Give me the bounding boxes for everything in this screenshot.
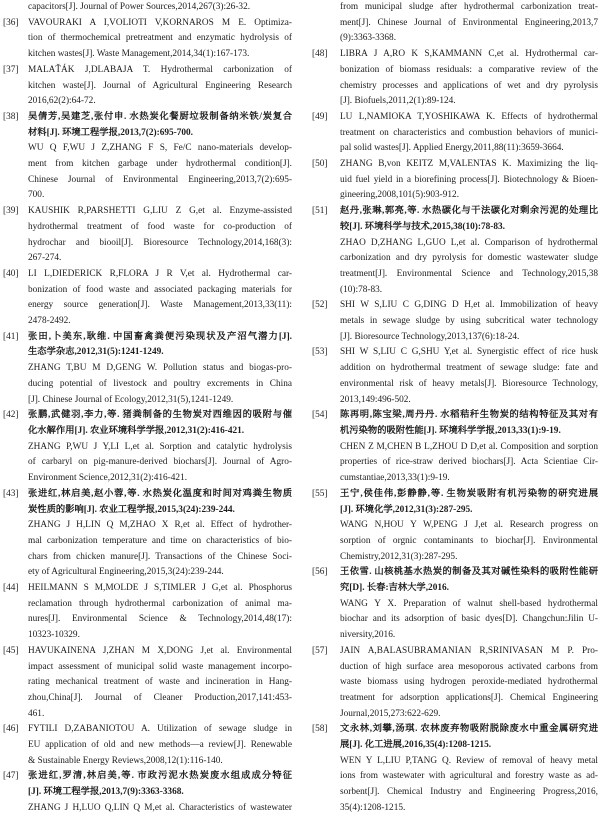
reference-line: treatment[J]. Environmental Science and Technology,2015,38 bbox=[340, 268, 598, 279]
reference-line: bonization of food waste and associated packaging materials for bbox=[28, 284, 292, 295]
reference-line: ZHANG J H,LIN Q M,ZHAO X R,et al. Effect of hydrother- bbox=[28, 520, 292, 531]
reference-line: biochar and its adsorption of basic dyes[D]. Changchun:Jilin U- bbox=[340, 614, 598, 625]
reference-line: & Sustainable Energy Reviews,2008,12(1):116-140. bbox=[28, 755, 223, 766]
reference-paragraph bbox=[28, 63, 292, 110]
reference-line: ZHAO D,ZHANG L,GUO L,et al. Comparison of hydrothermal bbox=[340, 237, 598, 248]
reference-line: energy source generation[J]. Waste Management,2013,33(11): bbox=[28, 300, 292, 311]
reference-line: 王依雪. 山核桃基水热炭的制备及其对碱性染料的吸附性能研 bbox=[340, 567, 598, 578]
reference-line: [J]. Biofuels,2011,2(1):89-124. bbox=[340, 96, 456, 107]
reference-body bbox=[28, 722, 292, 769]
reference-body bbox=[28, 16, 292, 63]
reference-paragraph bbox=[340, 47, 598, 110]
reference-entry bbox=[312, 408, 598, 487]
reference-line: WEN Y L,LIU P,TANG Q. Review of removal of heavy metal bbox=[340, 755, 598, 766]
reference-paragraph bbox=[28, 440, 292, 487]
reference-line: 461. bbox=[28, 708, 45, 719]
reference-line: environmental risk of heavy metals[J]. Bioresource Technology, bbox=[340, 378, 598, 389]
reference-line: Environment Science,2012,31(2):416-421. bbox=[28, 473, 188, 484]
reference-line: 张田,卜美东,耿维. 中国畜禽粪便污染现状及产沼气潜力[J]. bbox=[28, 331, 292, 342]
reference-body bbox=[28, 644, 292, 723]
reference-paragraph bbox=[340, 754, 598, 817]
reference-line: WU Q F,WU J Z,ZHANG F S, Fe/C nano-materials develop- bbox=[28, 143, 292, 154]
reference-entry bbox=[3, 408, 292, 487]
reference-entry bbox=[312, 110, 598, 157]
reference-line: capacitors[J]. Journal of Power Sources,2014,267(3):26-32. bbox=[28, 2, 251, 12]
reference-paragraph bbox=[340, 597, 598, 644]
reference-line: 张鹏,武健羽,李力,等. 猪粪制备的生物炭对西维因的吸附与催 bbox=[28, 410, 292, 421]
reference-entry bbox=[312, 345, 598, 408]
reference-line: 2478-2492. bbox=[28, 316, 71, 327]
reference-line: 35(4):1208-1215. bbox=[340, 802, 406, 813]
reference-number: [58] bbox=[312, 724, 328, 735]
reference-entry bbox=[312, 157, 598, 204]
reference-number: [36] bbox=[3, 17, 19, 28]
reference-paragraph bbox=[28, 487, 292, 518]
reference-line: ZHANG J H,LUO Q,LIN Q M,et al. Characteristics of wastewater bbox=[28, 802, 292, 813]
reference-paragraph bbox=[340, 487, 598, 518]
reference-number: [51] bbox=[312, 206, 328, 217]
reference-line: ZHANG B,von KEITZ M,VALENTAS K. Maximizing the liq- bbox=[340, 159, 598, 170]
reference-paragraph bbox=[28, 0, 292, 16]
reference-body bbox=[340, 644, 598, 723]
reference-number: [42] bbox=[3, 410, 19, 421]
reference-paragraph bbox=[340, 565, 598, 596]
reference-line: 2016,62(2):64-72. bbox=[28, 96, 96, 107]
reference-paragraph bbox=[28, 141, 292, 204]
reference-line: sorption of orgnic contaminants to biochar[J]. Environmental bbox=[340, 535, 598, 546]
reference-line: FYTILI D,ZABANIOTOU A. Utilization of sewage sludge in bbox=[28, 724, 292, 735]
reference-line: carbonization and dry pyrolysis for domestic wastewater sludge bbox=[340, 253, 598, 264]
reference-line: treatment on characteristics and combustion behaviors of munici- bbox=[340, 127, 598, 138]
reference-number: [54] bbox=[312, 410, 328, 421]
reference-line: WANG N,HOU Y W,PENG J J,et al. Research progress on bbox=[340, 520, 598, 531]
reference-entry bbox=[3, 16, 292, 63]
reference-line: CHEN Z M,CHEN B L,ZHOU D D,et al. Composition and sorption bbox=[340, 441, 598, 452]
reference-line: waste biomass using hydrogen peroxide-mediated hydrothermal bbox=[340, 677, 598, 688]
reference-entry bbox=[312, 47, 598, 110]
reference-line: 文永林,刘攀,汤琪. 农林废弃物吸附脱除废水中重金属研究进 bbox=[340, 724, 598, 735]
reference-paragraph bbox=[28, 408, 292, 439]
reference-line: sorbent[J]. Chemical Industry and Engineering Progress,2016, bbox=[340, 787, 598, 798]
reference-entry bbox=[3, 110, 292, 204]
reference-line: bonization of biomass residuals: a comparative review of the bbox=[340, 64, 598, 75]
reference-entry bbox=[312, 722, 598, 816]
reference-number: [50] bbox=[312, 159, 328, 170]
reference-line: duction of high surface area mesoporous activated carbons from bbox=[340, 661, 598, 672]
reference-line: 机污染物的吸附性能[J]. 环境科学学报,2013,33(1):9-19. bbox=[340, 425, 561, 436]
reference-line: ment[J]. Chinese Journal of Environmental Engineering,2013,7 bbox=[340, 17, 598, 28]
reference-paragraph bbox=[28, 769, 292, 800]
reference-line: 展[J]. 化工进展,2016,35(4):1208-1215. bbox=[340, 740, 492, 751]
reference-line: SHI W S,LIU C G,SHU Y,et al. Synergistic effect of rice husk bbox=[340, 347, 598, 358]
reference-line: uid fuel yield in a biorefining process[J]. Biotechnology & Bioen- bbox=[340, 174, 598, 185]
reference-line: [J]. 环境工程学报,2013,7(9):3363-3368. bbox=[28, 787, 184, 798]
reference-body bbox=[340, 565, 598, 644]
reference-entry bbox=[3, 644, 292, 723]
reference-body bbox=[28, 204, 292, 267]
reference-entry bbox=[3, 487, 292, 581]
reference-entry bbox=[312, 298, 598, 345]
reference-body bbox=[340, 204, 598, 298]
reference-number: [52] bbox=[312, 300, 328, 311]
reference-body bbox=[340, 0, 598, 47]
reference-entry bbox=[3, 722, 292, 769]
reference-line: [J]. 环境化学,2012,31(3):287-295. bbox=[340, 504, 473, 515]
reference-line: rating mechanical treatment of waste and incineration in Hang- bbox=[28, 677, 292, 688]
reference-body bbox=[340, 47, 598, 110]
reference-paragraph bbox=[340, 644, 598, 723]
reference-body bbox=[340, 345, 598, 408]
reference-line: HAVUKAINENA J,ZHAN M X,DONG J,et al. Environmental bbox=[28, 645, 292, 656]
reference-line: cumstantiae,2013,33(1):9-19. bbox=[340, 473, 450, 484]
reference-paragraph bbox=[28, 801, 292, 817]
reference-line: pal solid wastes[J]. Applied Energy,2011,88(11):3659-3664. bbox=[340, 143, 564, 154]
reference-line: ions from wastewater with agricultural and forestry waste as ad- bbox=[340, 771, 598, 782]
reference-line: 2013,149:496-502. bbox=[340, 394, 411, 405]
reference-paragraph bbox=[340, 157, 598, 204]
reference-line: ment from kitchen garbage under hydrothermal condition[J]. bbox=[28, 159, 292, 170]
reference-line: 生态学杂志,2012,31(5):1241-1249. bbox=[28, 347, 164, 358]
reference-line: treatment for adsorption applications[J]. Chemical Engineering bbox=[340, 692, 598, 703]
reference-body bbox=[340, 157, 598, 204]
reference-number: [37] bbox=[3, 64, 19, 75]
reference-line: LU L,NAMIOKA T,YOSHIKAWA K. Effects of hydrothermal bbox=[340, 111, 598, 122]
reference-line: chars from chicken manure[J]. Transactions of the Chinese Soci- bbox=[28, 551, 292, 562]
reference-line: ety of Agricultural Engineering,2015,3(24):239-244. bbox=[28, 567, 224, 578]
reference-number: [38] bbox=[3, 111, 19, 122]
reference-line: 较[J]. 环境科学与技术,2015,38(10):78-83. bbox=[340, 221, 506, 232]
reference-number: [55] bbox=[312, 488, 328, 499]
reference-paragraph bbox=[340, 440, 598, 487]
reference-paragraph bbox=[28, 361, 292, 408]
reference-line: ZHANG T,BU M D,GENG W. Pollution status and biogas-pro- bbox=[28, 363, 292, 374]
reference-line: SHI W S,LIU C G,DING D H,et al. Immobilization of heavy bbox=[340, 300, 598, 311]
reference-entry bbox=[3, 204, 292, 267]
reference-number: [53] bbox=[312, 347, 328, 358]
reference-paragraph bbox=[340, 236, 598, 299]
reference-paragraph bbox=[340, 110, 598, 157]
reference-line: 10323-10329. bbox=[28, 630, 80, 641]
reference-line: mal carbonization temperature and time on characteristics of bio- bbox=[28, 535, 292, 546]
reference-line: 赵丹,张琳,郭亮,等. 水热碳化与干法碳化对剩余污泥的处理比 bbox=[340, 206, 598, 217]
reference-line: 张进红,林启美,赵小蓉,等. 水热炭化温度和时间对鸡粪生物质 bbox=[28, 488, 292, 499]
reference-paragraph bbox=[340, 518, 598, 565]
reference-number: [43] bbox=[3, 488, 19, 499]
reference-entry bbox=[312, 487, 598, 566]
reference-line: 材料[J]. 环境工程学报,2013,7(2):695-700. bbox=[28, 127, 194, 138]
reference-line: Chinese Journal of Environmental Engineering,2013,7(2):695- bbox=[28, 174, 292, 185]
reference-paragraph bbox=[340, 204, 598, 235]
reference-line: WANG Y X. Preparation of walnut shell-based hydrothermal bbox=[340, 598, 598, 609]
reference-entry bbox=[312, 204, 598, 298]
reference-entry bbox=[3, 330, 292, 409]
reference-line: JAIN A,BALASUBRAMANIAN R,SRINIVASAN M P. Pro- bbox=[340, 645, 598, 656]
reference-body bbox=[28, 408, 292, 487]
reference-number: [47] bbox=[3, 771, 19, 782]
reference-body bbox=[340, 487, 598, 566]
reference-number: [49] bbox=[312, 111, 328, 122]
reference-line: 陈再明,陈宝梁,周丹丹. 水稻秸秆生物炭的结构特征及其对有 bbox=[340, 410, 598, 421]
reference-body bbox=[340, 298, 598, 345]
reference-line: HEILMANN S M,MOLDE J S,TIMLER J G,et al. Phosphorus bbox=[28, 583, 292, 594]
reference-line: Journal,2015,273:622-629. bbox=[340, 708, 441, 719]
reference-body bbox=[340, 110, 598, 157]
reference-entry bbox=[3, 0, 292, 16]
reference-line: reclamation through hydrothermal carbonization of animal ma- bbox=[28, 598, 292, 609]
reference-entry bbox=[3, 581, 292, 644]
reference-body bbox=[28, 0, 292, 16]
reference-body bbox=[28, 487, 292, 581]
reference-line: 700. bbox=[28, 190, 45, 201]
reference-number: [44] bbox=[3, 583, 19, 594]
reference-body bbox=[28, 110, 292, 204]
reference-line: addition on hydrothermal treatment of sewage sludge: fate and bbox=[340, 363, 598, 374]
reference-line: nures[J]. Environmental Science & Technology,2014,48(17): bbox=[28, 614, 292, 625]
reference-line: ZHANG P,WU J Y,LI L,et al. Sorption and catalytic hydrolysis bbox=[28, 441, 292, 452]
reference-line: metals in sewage sludge by using subcritical water technology bbox=[340, 316, 598, 327]
reference-column-left bbox=[3, 0, 292, 817]
reference-line: [J]. Bioresource Technology,2013,137(6):18-24. bbox=[340, 331, 520, 342]
reference-number: [57] bbox=[312, 645, 328, 656]
reference-body bbox=[28, 63, 292, 110]
reference-body bbox=[28, 330, 292, 409]
reference-line: [J]. Chinese Journal of Ecology,2012,31(5),1241-1249. bbox=[28, 394, 234, 405]
reference-line: 吴倩芳,吴建芝,张付申. 水热炭化餐厨垃圾制备纳米铁/炭复合 bbox=[28, 111, 292, 122]
reference-paragraph bbox=[28, 110, 292, 141]
reference-number: [45] bbox=[3, 645, 19, 656]
reference-paragraph bbox=[28, 330, 292, 361]
reference-entry bbox=[3, 769, 292, 816]
reference-line: chemistry processes and applications of wet and dry pyrolysis bbox=[340, 80, 598, 91]
reference-line: impact assessment of municipal solid waste management incorpo- bbox=[28, 661, 292, 672]
reference-body bbox=[28, 581, 292, 644]
reference-paragraph bbox=[28, 204, 292, 267]
reference-paragraph bbox=[28, 16, 292, 63]
reference-body bbox=[340, 408, 598, 487]
reference-body bbox=[28, 769, 292, 816]
reference-paragraph bbox=[340, 0, 598, 47]
reference-line: of carbaryl on pig-manure-derived biochars[J]. Journal of Agro- bbox=[28, 457, 292, 468]
reference-line: LIBRA J A,RO K S,KAMMANN C,et al. Hydrothermal car- bbox=[340, 49, 598, 60]
reference-number: [48] bbox=[312, 49, 328, 60]
reference-line: LI L,DIEDERICK R,FLORA J R V,et al. Hydrothermal car- bbox=[28, 268, 292, 279]
reference-entry bbox=[312, 565, 598, 644]
reference-entry bbox=[3, 267, 292, 330]
reference-line: hydrochar and biooil[J]. Bioresource Technology,2014,168(3): bbox=[28, 237, 292, 248]
reference-line: KAUSHIK R,PARSHETTI G,LIU Z G,et al. Enzyme-assisted bbox=[28, 206, 292, 217]
reference-line: Chemistry,2012,31(3):287-295. bbox=[340, 551, 458, 562]
reference-number: [46] bbox=[3, 724, 19, 735]
reference-line: properties of rice-straw derived biochars[J]. Acta Scientiae Cir- bbox=[340, 457, 598, 468]
reference-line: zhou,China[J]. Journal of Cleaner Production,2017,141:453- bbox=[28, 692, 292, 703]
reference-line: 王宁,侯佳伟,彭静静,等. 生物炭吸附有机污染物的研究进展 bbox=[340, 488, 598, 499]
reference-line: 究[D]. 长春:吉林大学,2016. bbox=[340, 583, 449, 594]
reference-body bbox=[340, 722, 598, 816]
reference-paragraph bbox=[340, 722, 598, 753]
reference-entry bbox=[312, 0, 598, 47]
reference-number: [41] bbox=[3, 331, 19, 342]
reference-paragraph bbox=[340, 298, 598, 345]
reference-line: 张进红,罗清,林启美,等. 市政污泥水热炭废水组成成分特征 bbox=[28, 771, 292, 782]
reference-line: hydrothermal treatment of food waste for co-production of bbox=[28, 221, 292, 232]
reference-line: 267-274. bbox=[28, 253, 62, 264]
reference-line: VAVOURAKI A I,VOLIOTI V,KORNAROS M E. Optimiza- bbox=[28, 17, 292, 28]
reference-paragraph bbox=[28, 722, 292, 769]
reference-line: gineering,2008,101(5):903-912. bbox=[340, 190, 460, 201]
reference-line: (10):78-83. bbox=[340, 284, 383, 295]
reference-number: [40] bbox=[3, 268, 19, 279]
reference-body bbox=[28, 267, 292, 330]
reference-number: [56] bbox=[312, 567, 328, 578]
reference-paragraph bbox=[28, 267, 292, 330]
reference-number: [39] bbox=[3, 206, 19, 217]
reference-paragraph bbox=[340, 345, 598, 408]
reference-paragraph bbox=[28, 644, 292, 723]
reference-entry bbox=[3, 63, 292, 110]
reference-line: from municipal sludge after hydrothermal carbonization treat- bbox=[340, 2, 598, 12]
reference-line: kitchen waste[J]. Journal of Agricultural Engineering Research bbox=[28, 80, 292, 91]
reference-line: EU application of old and new methods—a review[J]. Renewable bbox=[28, 740, 292, 751]
reference-line: 化水解作用[J]. 农业环境科学学报,2012,31(2):416-421. bbox=[28, 425, 245, 436]
reference-line: MALAŤÁK J,DLABAJA T. Hydrothermal carbonization of bbox=[28, 64, 292, 75]
reference-paragraph bbox=[28, 518, 292, 581]
reference-line: tion of thermochemical pretreatment and enzymatic hydrolysis of bbox=[28, 33, 292, 44]
reference-line: 炭性质的影响[J]. 农业工程学报,2015,3(24):239-244. bbox=[28, 504, 235, 515]
reference-line: (9):3363-3368. bbox=[340, 33, 397, 44]
reference-line: niversity,2016. bbox=[340, 630, 396, 641]
reference-paragraph bbox=[340, 408, 598, 439]
reference-entry bbox=[312, 644, 598, 723]
reference-line: kitchen wastes[J]. Waste Management,2014,34(1):167-173. bbox=[28, 49, 250, 60]
reference-line: ducing potential of livestock and poultry excrements in China bbox=[28, 378, 292, 389]
reference-column-right bbox=[312, 0, 598, 817]
reference-paragraph bbox=[28, 581, 292, 644]
